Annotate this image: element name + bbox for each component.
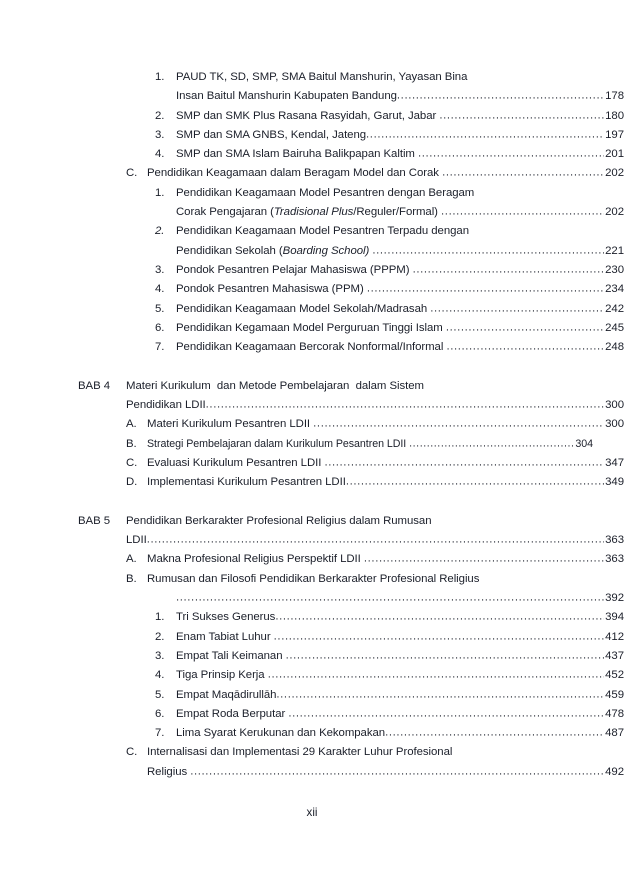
toc-entry-line [147,415,624,434]
toc-page-number: 178 [605,90,624,103]
toc-entry[interactable] [0,435,624,454]
toc-entry-line [176,222,624,241]
toc-entry-line [126,512,624,531]
toc-entry-marker: D. [126,476,138,489]
section-gap [0,493,624,512]
dot-leader [446,338,604,357]
toc-page-number: 487 [605,727,624,740]
toc-entry-title: LDII [126,534,147,547]
toc-page-number: 180 [605,109,624,122]
dot-leader [446,318,604,337]
toc-entry-title: Pendidikan Berkarakter Profesional Religius dalam Rumusan [126,514,432,527]
toc-title-part: Corak Pengajaran ( [176,206,274,219]
toc-entry[interactable] [0,628,624,647]
toc-entry-body [176,338,624,357]
dot-leader [275,608,604,627]
toc-page-number: 221 [605,244,624,257]
toc-entry-marker: 7. [155,341,165,354]
toc-entry-line [176,107,624,126]
toc-page-number: 363 [605,553,624,566]
toc-entry-body [176,666,624,685]
toc-page-number: 197 [605,128,624,141]
toc-entry-title: Empat Maqādirullāh [176,688,277,701]
toc-page-number: 478 [605,707,624,720]
toc-page-number: 245 [605,321,624,334]
toc-entry-marker: 2. [155,225,165,238]
toc-entry-body [176,628,624,647]
toc-entry-title: Pondok Pesantren Mahasiswa (PPM) [176,283,367,296]
toc-entry-marker: 3. [155,263,165,276]
toc-entry-line [176,628,624,647]
dot-leader [385,724,604,743]
toc-entry[interactable] [0,164,624,183]
toc-entry-title: Pendidikan Keagamaan Bercorak Nonformal/Informal [176,341,447,354]
toc-entry-line [126,531,624,550]
toc-entry-title: Materi Kurikulum Pesantren LDII [147,418,314,431]
toc-entry-line [176,647,624,666]
dot-leader [206,396,604,415]
toc-entry-line [176,338,624,357]
toc-entry-marker: 1. [155,71,165,83]
toc-title-part: Pendidikan Sekolah ( [176,244,283,257]
page-folio: xii [306,806,318,819]
toc-entry-body [147,454,624,473]
toc-page-number: 347 [605,456,624,469]
toc-entry-body [176,608,624,627]
toc-entry-line [176,686,624,705]
toc-entry[interactable] [0,743,624,782]
toc-entry-title: Tiga Prinsip Kerja [176,669,268,682]
toc-entry-marker: B. [126,437,137,450]
toc-entry-title: SMP dan SMA GNBS, Kendal, Jateng [176,128,367,141]
toc-entry[interactable] [0,666,624,685]
toc-entry-line [147,589,624,608]
toc-entry-line [176,145,624,164]
toc-entry[interactable] [0,647,624,666]
toc-entry-title: Empat Tali Keimanan [176,649,286,662]
toc-entry-body [176,222,624,261]
toc-entry[interactable] [0,68,624,107]
toc-entry-line [147,435,593,454]
toc-entry[interactable] [0,512,624,551]
toc-entry-marker: 3. [155,128,165,141]
toc-entry-marker: 4. [155,669,165,682]
toc-page-number: 492 [605,765,624,778]
toc-entry-line [126,377,624,396]
toc-entry-title: Lima Syarat Kerukunan dan Kekompakan [176,727,386,740]
toc-entry[interactable] [0,261,624,280]
toc-entry[interactable] [0,724,624,743]
toc-entry[interactable] [0,338,624,357]
toc-entry-line [176,705,624,724]
toc-entry-marker: 2. [155,109,165,122]
toc-entry-line [176,261,624,280]
toc-page-number: 234 [605,283,624,296]
toc-entry-line [176,126,624,145]
dot-leader [288,704,604,723]
toc-entry-body [176,261,624,280]
toc-entry-title: PAUD TK, SD, SMP, SMA Baitul Manshurin, Yayasan Bina [176,71,468,83]
toc-entry-marker: 1. [155,611,165,624]
toc-title-part: /Reguler/Formal) [353,206,442,219]
toc-entry[interactable] [0,570,624,609]
toc-entry-marker: C. [126,167,138,180]
toc-entry-body [176,107,624,126]
toc-entry-line [147,473,624,492]
toc-entry-title [176,203,441,222]
toc-page-number: 437 [605,649,624,662]
dot-leader [367,280,604,299]
toc-entry-title: Religius [147,765,191,778]
toc-entry[interactable] [0,222,624,261]
toc-entry-title: Pendidikan LDII [126,399,206,412]
toc-entry[interactable] [0,145,624,164]
toc-entry-marker: C. [126,456,138,469]
toc-entry-body [176,300,624,319]
toc-entry-marker: B. [126,572,137,585]
dot-leader [190,762,604,781]
toc-page-number: 349 [605,476,624,489]
toc-entry[interactable] [0,686,624,705]
toc-entry-title: Tri Sukses Generus [176,611,276,624]
toc-page-number: 363 [605,534,624,547]
toc-entry-marker: 6. [155,321,165,334]
toc-entry-title: Pondok Pesantren Pelajar Mahasiswa (PPPM) [176,263,413,276]
toc-entry[interactable] [0,454,624,473]
dot-leader [418,145,604,164]
toc-entry[interactable] [0,608,624,627]
dot-leader [276,685,604,704]
toc-entry-marker: A. [126,418,137,431]
toc-entry-line [176,666,624,685]
toc-entry-title: Strategi Pembelajaran dalam Kurikulum Pesantren LDII [147,437,410,450]
toc-entry-body [176,724,624,743]
dot-leader [409,434,574,453]
dot-leader [324,453,604,472]
toc-entry-line [147,454,624,473]
toc-entry-title: Rumusan dan Filosofi Pendidikan Berkarakter Profesional Religius [147,572,480,585]
toc-entry-marker: 5. [155,688,165,701]
toc-entry-body [176,319,624,338]
dot-leader [313,415,604,434]
toc-entry[interactable] [0,705,624,724]
toc-page-number: 412 [605,630,624,643]
toc-entry-body [147,415,624,434]
toc-title-italic-part: Tradisional Plus [273,206,354,219]
toc-entry[interactable] [0,184,624,223]
toc-page-number: 201 [605,148,624,161]
toc-entry-line [147,164,624,183]
dot-leader [366,125,604,144]
toc-entry-marker: 7. [155,727,165,740]
toc-entry-line [126,396,624,415]
dot-leader [176,589,604,608]
toc-entry-line [176,203,624,222]
toc-entry-body [126,377,624,416]
toc-page-number: 230 [605,263,624,276]
toc-entry-title: Evaluasi Kurikulum Pesantren LDII [147,456,325,469]
toc-entry-title: SMP dan SMK Plus Rasana Rasyidah, Garut, Jabar [176,109,440,122]
toc-entry-body [147,473,624,492]
toc-entry-line [176,319,624,338]
toc-chapter-label: BAB 4 [78,379,111,392]
toc-page-number: 392 [605,592,624,605]
toc-entry-body [176,686,624,705]
toc-entry-body [176,647,624,666]
toc-entry-line [176,242,624,261]
dot-leader [413,260,605,279]
toc-entry-marker: 1. [155,186,165,199]
toc-entry-body [176,184,624,223]
toc-entry-title: Pendidikan Kegamaan Model Perguruan Tinggi Islam [176,321,446,334]
toc-entry-line [176,608,624,627]
toc-page-number: 452 [605,669,624,682]
toc-entry-marker: 6. [155,707,165,720]
toc-entry-body [147,743,624,782]
dot-leader [372,241,604,260]
toc-entry[interactable] [0,473,624,492]
toc-entry-body [176,126,624,145]
toc-entry-marker: 5. [155,302,165,315]
toc-entry-line [147,743,624,762]
toc-entry[interactable] [0,280,624,299]
toc-entry-marker: 3. [155,649,165,662]
toc-entry-title: Pendidikan Keagamaan Model Pesantren dengan Beragam [176,186,475,199]
toc-entry-line [176,724,624,743]
dot-leader [442,164,604,183]
toc-entry-line [176,184,624,203]
dot-leader [430,299,604,318]
toc-entry-title: Enam Tabiat Luhur [176,630,274,643]
toc-entry-body [126,512,624,551]
toc-entry-line [147,763,624,782]
section-gap [0,357,624,376]
toc-entry-marker: 2. [155,630,165,643]
toc-entry-body [176,705,624,724]
toc-entry-marker: A. [126,553,137,566]
toc-title-italic-part: Boarding School) [282,244,370,257]
dot-leader [397,87,604,106]
toc-page-number: 242 [605,302,624,315]
toc-entry-line [176,87,624,106]
toc-entry[interactable] [0,415,624,434]
toc-entry-title: Materi Kurikulum dan Metode Pembelajaran dalam Sistem [126,379,424,392]
toc-entry-marker: 4. [155,148,165,161]
toc-page-number: 300 [605,399,624,412]
dot-leader [268,666,604,685]
toc-entry-line [147,570,624,589]
toc-entry-title: Internalisasi dan Implementasi 29 Karakter Luhur Profesional [147,746,453,759]
toc-entry[interactable] [0,550,624,569]
toc-entry-body [176,145,624,164]
toc-entry-body [147,164,624,183]
dot-leader [346,473,604,492]
toc-entry-body [147,435,593,454]
toc-entry[interactable] [0,319,624,338]
toc-page-number: 202 [605,206,624,219]
toc-entry-line [176,68,624,87]
toc-entry[interactable] [0,126,624,145]
toc-page-number: 459 [605,688,624,701]
toc-page-number: 300 [605,418,624,431]
toc-entry-title: Empat Roda Berputar [176,707,289,720]
toc-chapter-label: BAB 5 [78,514,111,527]
toc-entry-line [176,280,624,299]
toc-entry-title: Pendidikan Keagamaan Model Sekolah/Madrasah [176,302,431,315]
dot-leader [147,531,604,550]
toc-entry-marker: C. [126,746,138,759]
toc-entry-body [147,550,624,569]
toc-entry-body [176,68,624,107]
toc-entry-body [176,280,624,299]
toc-page-number: 304 [575,437,593,450]
toc-page-number: 248 [605,341,624,354]
toc-entry-body [147,570,624,609]
toc-entry-title: Pendidikan Keagamaan dalam Beragam Model dan Corak [147,167,443,180]
toc-entry-line [147,550,624,569]
dot-leader [441,203,604,222]
dot-leader [439,106,604,125]
toc-entry-title: Makna Profesional Religius Perspektif LDII [147,553,364,566]
dot-leader [364,550,604,569]
toc-entry-title: Implementasi Kurikulum Pesantren LDII [147,476,346,489]
toc-entry-title: Insan Baitul Manshurin Kabupaten Bandung [176,90,397,103]
dot-leader [286,646,605,665]
toc-entry-title: SMP dan SMA Islam Bairuha Balikpapan Kaltim [176,148,418,161]
toc-page-number: 394 [605,611,624,624]
toc-entry[interactable] [0,377,624,416]
toc-entry-line [176,300,624,319]
toc-entry[interactable] [0,107,624,126]
toc-entry-marker: 4. [155,283,165,296]
dot-leader [274,627,604,646]
toc-entry[interactable] [0,300,624,319]
toc-page-number: 202 [605,167,624,180]
toc-entry-title: Pendidikan Keagamaan Model Pesantren Terpadu dengan [176,225,469,238]
toc-entry-title [176,242,372,261]
